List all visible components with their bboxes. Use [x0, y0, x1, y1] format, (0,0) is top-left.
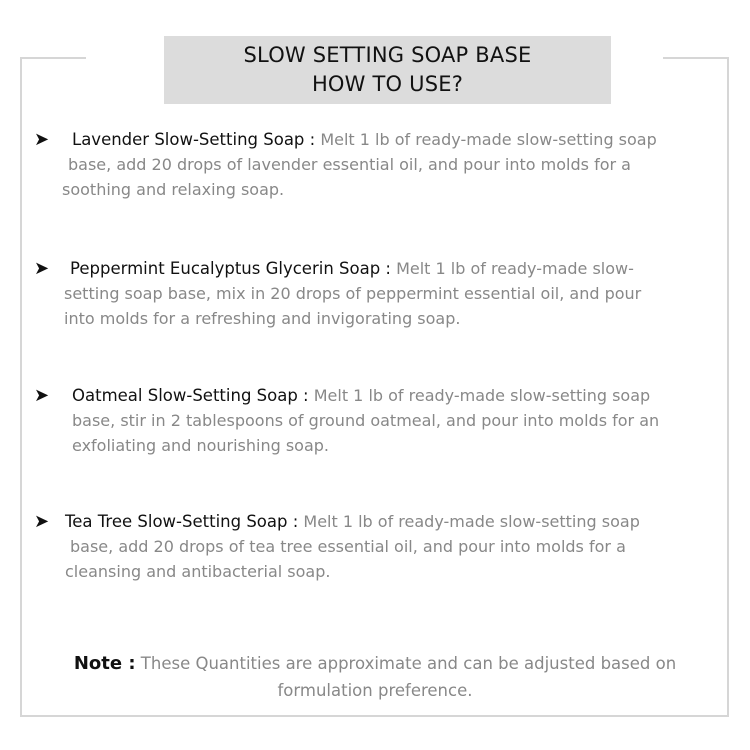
recipe-text: soothing and relaxing soap. — [62, 180, 285, 199]
recipe-text: into molds for a refreshing and invigorating soap. — [64, 309, 461, 328]
recipe-text: setting soap base, mix in 20 drops of peppermint essential oil, and pour — [64, 284, 642, 303]
recipe-title: Oatmeal Slow-Setting Soap : — [72, 386, 309, 405]
recipe-title: Peppermint Eucalyptus Glycerin Soap : — [70, 259, 391, 278]
note-text: These Quantities are approximate and can be adjusted based on — [140, 654, 677, 673]
frame-top-right-border — [663, 57, 729, 59]
frame-right-border — [727, 57, 729, 717]
recipe-title: Lavender Slow-Setting Soap : — [72, 130, 316, 149]
recipe-title: Tea Tree Slow-Setting Soap : — [65, 512, 299, 531]
recipe-text: base, add 20 drops of tea tree essential oil, and pour into molds for a — [70, 537, 626, 556]
recipe-text: Melt 1 lb of ready-made slow-setting soap — [320, 130, 657, 149]
header-title: SLOW SETTING SOAP BASE — [243, 43, 532, 67]
arrow-bullet-icon: ➤ — [34, 511, 50, 532]
recipe-text: Melt 1 lb of ready-made slow-setting soap — [303, 512, 640, 531]
recipe-item-oatmeal — [34, 383, 724, 458]
recipe-text: cleansing and antibacterial soap. — [65, 562, 331, 581]
recipe-text: Melt 1 lb of ready-made slow- — [396, 259, 634, 278]
recipe-item-peppermint — [34, 256, 724, 331]
recipe-item-lavender — [34, 127, 724, 202]
header-subtitle: HOW TO USE? — [311, 72, 464, 96]
recipe-text: exfoliating and nourishing soap. — [72, 436, 330, 455]
note-section — [30, 650, 720, 704]
recipe-text: base, stir in 2 tablespoons of ground oatmeal, and pour into molds for an — [72, 411, 660, 430]
note-label: Note : — [73, 653, 136, 674]
recipe-text: Melt 1 lb of ready-made slow-setting soap — [313, 386, 651, 405]
note-text: formulation preference. — [277, 681, 473, 700]
frame-top-left-border — [20, 57, 86, 59]
arrow-bullet-icon: ➤ — [34, 385, 50, 406]
arrow-bullet-icon: ➤ — [34, 258, 50, 279]
recipe-text: base, add 20 drops of lavender essential oil, and pour into molds for a — [68, 155, 631, 174]
recipe-item-tea-tree — [34, 509, 724, 584]
page-header — [164, 36, 611, 104]
frame-left-border — [20, 57, 22, 717]
arrow-bullet-icon: ➤ — [34, 129, 50, 150]
frame-bottom-border — [20, 715, 729, 717]
